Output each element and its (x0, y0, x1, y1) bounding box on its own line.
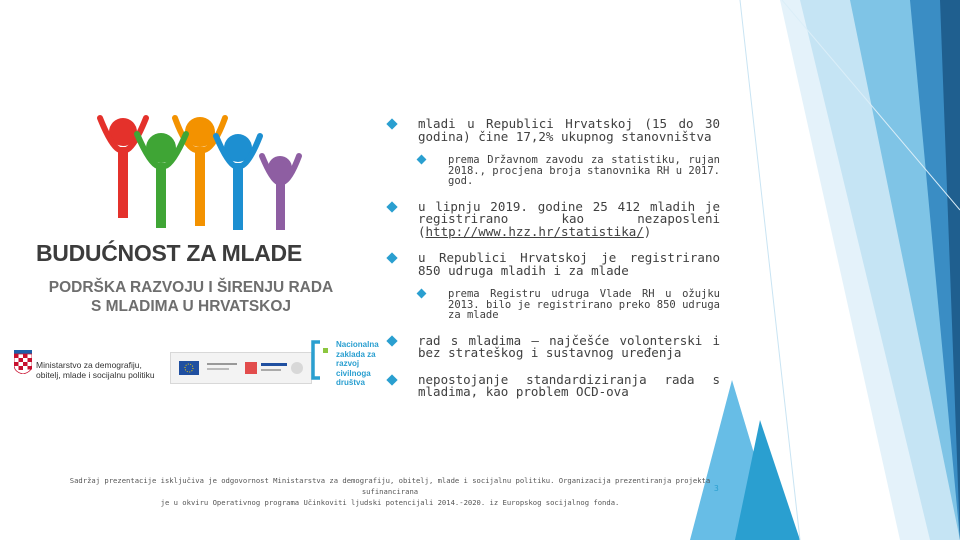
bullet-item (388, 198, 720, 239)
brand-subtitle (36, 278, 346, 316)
bullet-text-end: ) (643, 223, 652, 239)
bullet-item: nepostojanje standardiziranja rada s mladima, kao problem OCD-ova (388, 374, 720, 399)
partner-logos (14, 336, 384, 388)
page-number: 3 (714, 484, 719, 493)
foundation-name-line2: zaklada za (336, 349, 376, 359)
ministry-name-line2: obitelj, mlade i socijalnu politiku (36, 370, 155, 380)
sub-bullet-item: prema Državnom zavodu za statistiku, rujan 2018., procjena broja stanovnika RH u 2017. god. (418, 155, 720, 187)
ministry-name-line1: Ministarstvo za demografiju, (36, 360, 142, 370)
footer-line1: Sadržaj prezentacije isključiva je odgovornost Ministarstva za demografiju, obitelj, mlade i socijalnu politiku. Organizacija prezentiranja projekta sufinancirana (69, 476, 711, 496)
brand-subtitle-line1: PODRŠKA RAZVOJU I ŠIRENJU RADA (48, 279, 334, 296)
logo-figure-green (137, 133, 186, 228)
bullet-list (388, 118, 720, 413)
croatian-coat-of-arms-icon (14, 350, 32, 374)
foundation-name-line4: civilnoga (336, 368, 371, 378)
brand-title: BUDUĆNOST ZA MLADE (36, 240, 302, 266)
foundation-name-line3: razvoj (336, 359, 360, 368)
footer-disclaimer (60, 475, 720, 508)
bracket-logo-icon (310, 340, 332, 380)
hzz-statistics-link[interactable]: http://www.hzz.hr/statistika/ (425, 223, 644, 239)
footer-line2: je u okviru Operativnog programa Učinkoviti ljudski potencijali 2014.-2020. iz Europskog socijalnog fonda. (160, 498, 620, 507)
logo-figure-purple (262, 156, 299, 230)
bullet-text: u lipnju 2019. godine 25 412 mladih je registrirano kao nezaposleni ( (418, 198, 720, 239)
bullet-item: rad s mladima – najčešće volonterski i bez strateškog i sustavnog uređenja (388, 335, 720, 360)
eu-funds-logo (170, 352, 312, 384)
foundation-logo (310, 340, 379, 388)
foundation-name-line1: Nacionalna (336, 340, 379, 349)
foundation-name-line5: društva (336, 378, 365, 387)
brand-subtitle-line2: S MLADIMA U HRVATSKOJ (90, 298, 292, 315)
sub-bullet-item: prema Registru udruga Vlade RH u ožujku 2013. bilo je registrirano preko 850 udruga za mlade (418, 289, 720, 321)
bullet-item: u Republici Hrvatskoj je registrirano 850 udruga mladih i za mlade (388, 252, 720, 277)
logo-figure-blue (216, 134, 260, 230)
logo-figure-orange (175, 117, 225, 226)
ministry-logo (14, 350, 155, 380)
bullet-item: mladi u Republici Hrvatskoj (15 do 30 godina) čine 17,2% ukupnog stanovništva (388, 118, 720, 143)
eu-flag-icon (171, 353, 311, 383)
